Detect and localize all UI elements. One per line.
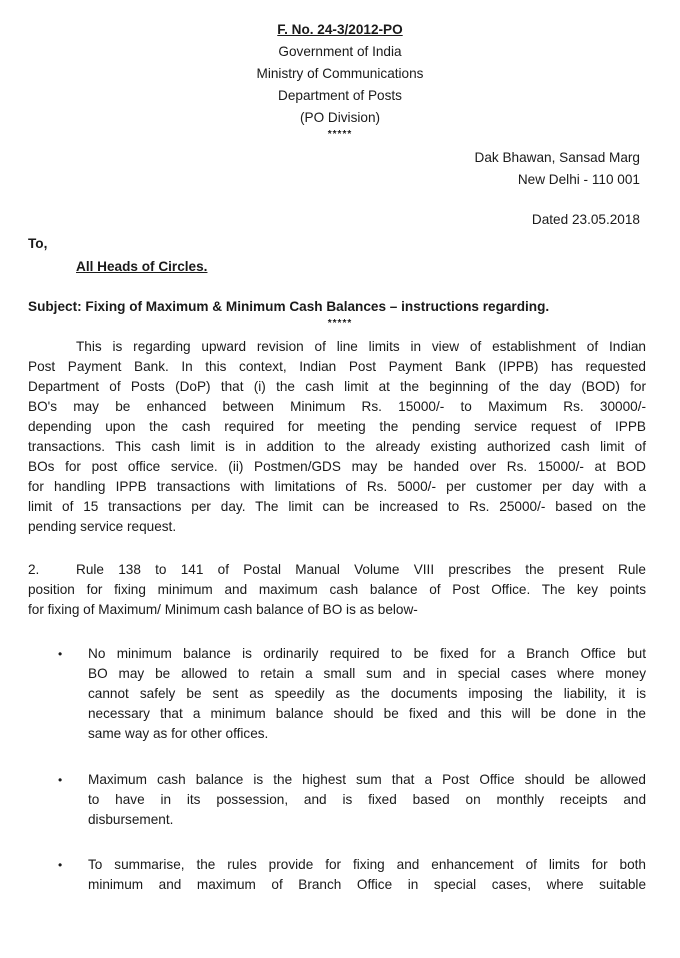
addressee: All Heads of Circles. [76,259,208,274]
paragraph-line: for handling IPPB transactions with limitations of Rs. 5000/- per customer per day with a [28,479,646,494]
paragraph-line: pending service request. [28,519,177,534]
salutation-to: To, [28,236,48,251]
paragraph-line: BO's may be enhanced between Minimum Rs. 15000/- to Maximum Rs. 30000/- [28,399,646,414]
bullet-line: necessary that a minimum balance should be fixed and this will be done in the [88,706,646,721]
file-number: F. No. 24-3/2012-PO [277,22,403,37]
paragraph-line: Rule 138 to 141 of Postal Manual Volume VIII prescribes the present Rule [76,562,646,577]
paragraph-line: depending upon the cash required for meeting the pending service request of IPPB [28,419,646,434]
bullet-line: cannot safely be sent as speedily as the documents imposing the liability, it is [88,686,646,701]
subject-line: Subject: Fixing of Maximum & Minimum Cash Balances – instructions regarding. [28,299,550,314]
paragraph-number: 2. [28,562,40,577]
bullet-marker: • [58,858,63,872]
bullet-marker: • [58,647,63,661]
bullet-line: No minimum balance is ordinarily required to be fixed for a Branch Office but [88,646,646,661]
paragraph-line: Post Payment Bank. In this context, Indian Post Payment Bank (IPPB) has requested [28,359,646,374]
header-line-department: Department of Posts [278,88,402,103]
subject-stars: ***** [327,318,353,329]
address-line-2: New Delhi - 110 001 [517,172,640,187]
bullet-line: to have in its possession, and is fixed based on monthly receipts and [88,792,646,807]
letter-date: Dated 23.05.2018 [531,212,640,227]
header-stars: ***** [327,129,353,140]
paragraph-line: This is regarding upward revision of line limits in view of establishment of Indian [76,339,646,354]
bullet-line: Maximum cash balance is the highest sum that a Post Office should be allowed [88,772,646,787]
paragraph-line: transactions. This cash limit is in addition to the already existing authorized cash limit of [28,439,646,454]
header-line-government: Government of India [278,44,402,59]
bullet-line: BO may be allowed to retain a small sum and in special cases where money [88,666,646,681]
bullet-line: minimum and maximum of Branch Office in special cases, where suitable [88,877,646,892]
bullet-marker: • [58,773,63,787]
bullet-line: same way as for other offices. [88,726,269,741]
header-line-division: (PO Division) [299,110,381,125]
bullet-line: To summarise, the rules provide for fixing and enhancement of limits for both [88,857,646,872]
paragraph-line: for fixing of Maximum/ Minimum cash balance of BO is as below- [28,602,418,617]
paragraph-line: Department of Posts (DoP) that (i) the cash limit at the beginning of the day (BOD) for [28,379,646,394]
header-line-ministry: Ministry of Communications [256,66,424,81]
paragraph-line: BOs for post office service. (ii) Postmen/GDS may be handed over Rs. 15000/- at BOD [28,459,646,474]
bullet-line: disbursement. [88,812,174,827]
address-line-1: Dak Bhawan, Sansad Marg [474,150,640,165]
paragraph-line: limit of 15 transactions per day. The limit can be increased to Rs. 25000/- based on the [28,499,646,514]
paragraph-line: position for fixing minimum and maximum cash balance of Post Office. The key points [28,582,646,597]
